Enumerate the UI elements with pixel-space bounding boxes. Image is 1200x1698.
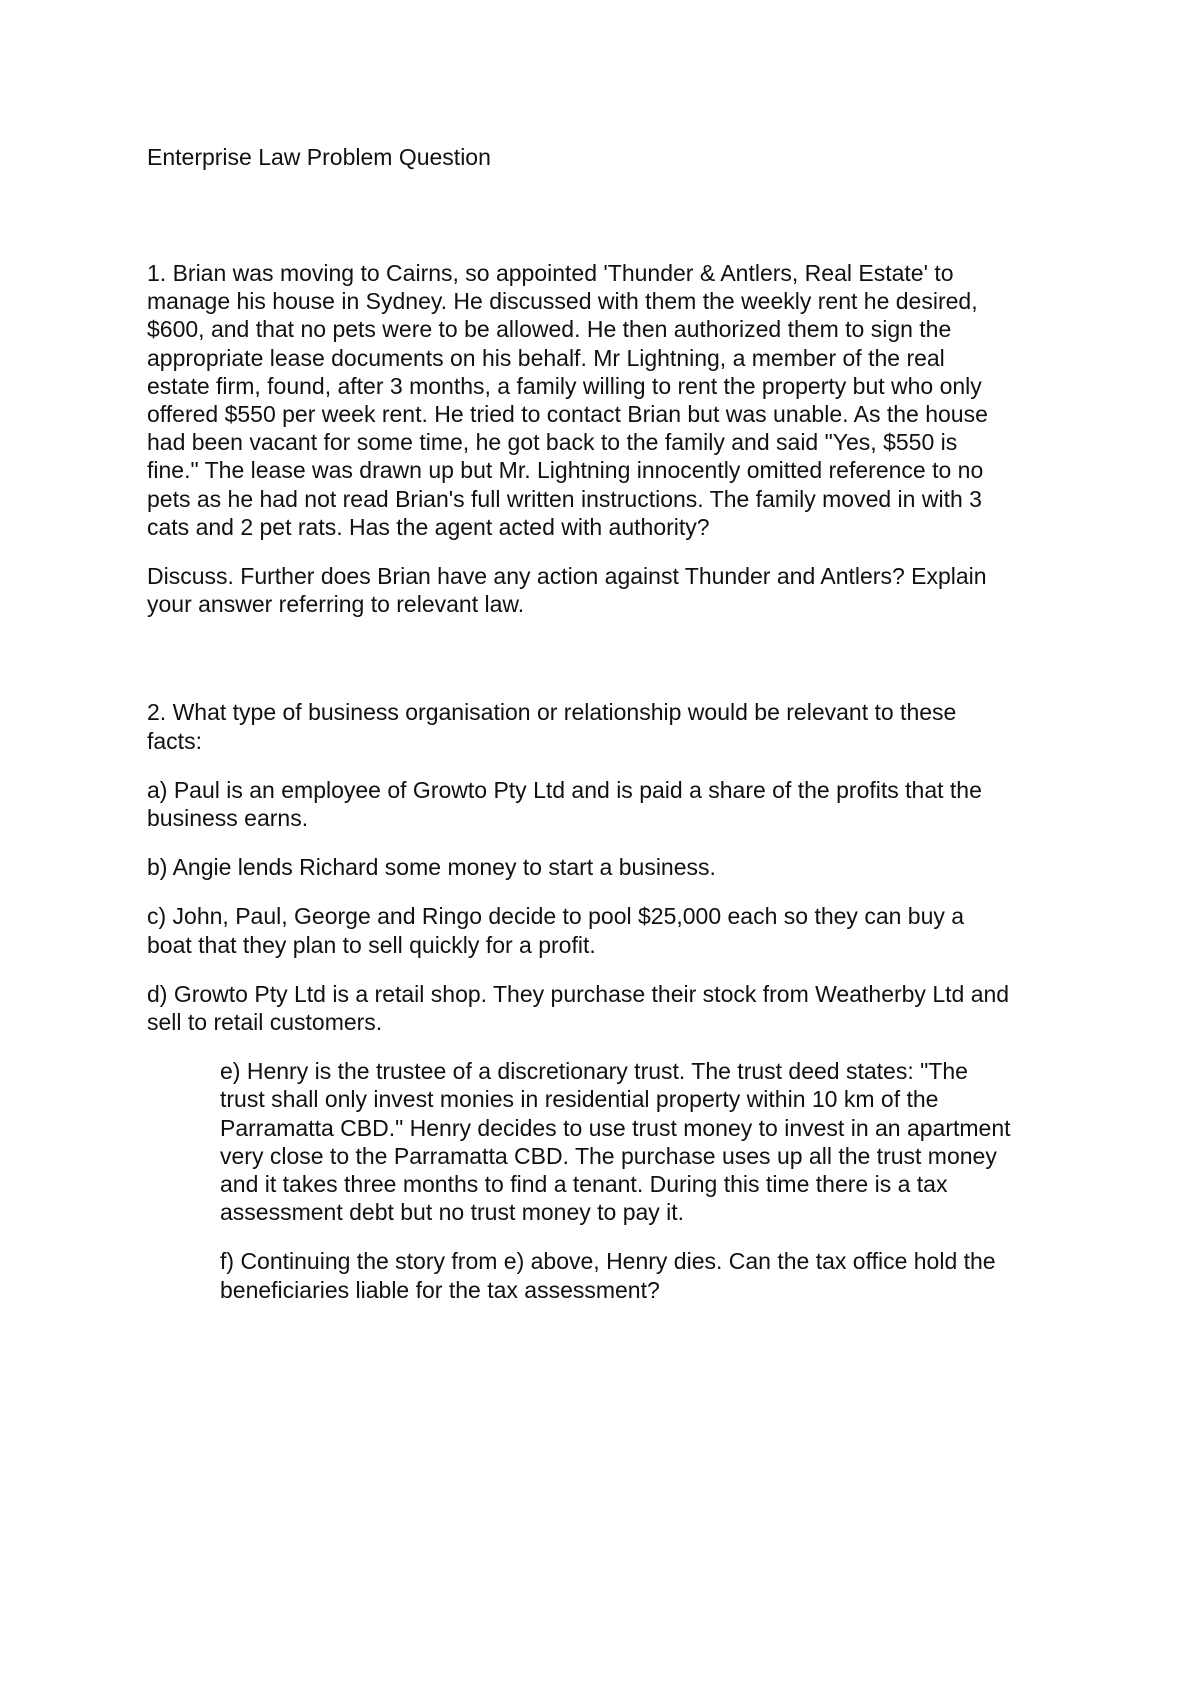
question-2-part-f: f) Continuing the story from e) above, Henry dies. Can the tax office hold the beneficiaries liable for the tax assessment? (220, 1248, 996, 1303)
question-2-part-d: d) Growto Pty Ltd is a retail shop. They purchase their stock from Weatherby Ltd and sell to retail customers. (147, 980, 1010, 1036)
question-2-part-b: b) Angie lends Richard some money to start a business. (147, 854, 716, 881)
question-2-part-e: e) Henry is the trustee of a discretionary trust. The trust deed states: "The trust shall only invest monies in residential property within 10 km of the Parramatta CBD." Henry decides to use trust money to invest in an apartment very close to the Parramatta CBD. The purchase uses up all the trust money and it takes three months to find a tenant. During this time there is a tax assessment debt but no trust money to pay it. (220, 1058, 1011, 1226)
document-body (147, 143, 1077, 1304)
document-title: Enterprise Law Problem Question (147, 144, 491, 170)
question-1-text: 1. Brian was moving to Cairns, so appointed 'Thunder & Antlers, Real Estate' to manage his house in Sydney. He discussed with them the weekly rent he desired, $600, and that no pets were to be allowed. He then authorized them to sign the appropriate lease documents on his behalf. Mr Lightning, a member of the real estate firm, found, after 3 months, a family willing to rent the property but who only offered $550 per week rent. He tried to contact Brian but was unable. As the house had been vacant for some time, he got back to the family and said "Yes, $550 is fine." The lease was drawn up but Mr. Lightning innocently omitted reference to no pets as he had not read Brian's full written instructions. The family moved in with 3 cats and 2 pet rats. Has the agent acted with authority? (147, 260, 988, 540)
question-2-part-a: a) Paul is an employee of Growto Pty Ltd and is paid a share of the profits that the business earns. (147, 776, 982, 832)
question-2-part-c: c) John, Paul, George and Ringo decide to pool $25,000 each so they can buy a boat that they plan to sell quickly for a profit. (147, 903, 965, 958)
question-1-discuss: Discuss. Further does Brian have any action against Thunder and Antlers? Explain your answer referring to relevant law. (147, 563, 987, 618)
question-2-intro: 2. What type of business organisation or relationship would be relevant to these facts: (147, 699, 957, 754)
